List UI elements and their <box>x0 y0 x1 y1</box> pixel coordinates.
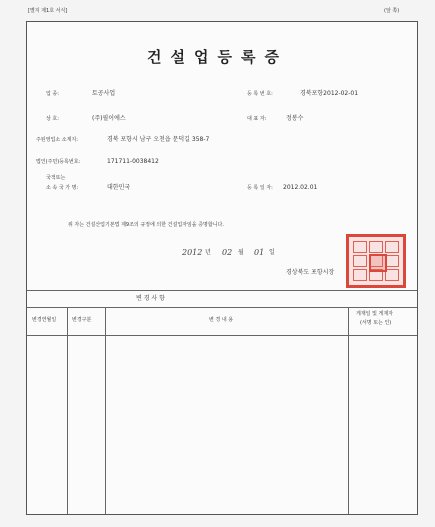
changes-heading: 변 경 사 항 <box>136 295 165 302</box>
address-label: 주된영업소 소재지: <box>36 137 78 143</box>
representative-label: 대 표 자: <box>247 116 267 122</box>
business-type-value: 토공사업 <box>92 90 116 97</box>
changes-heading-divider <box>27 307 417 308</box>
changes-header-divider <box>27 335 417 336</box>
representative-value: 정봉수 <box>286 115 304 122</box>
certification-text: 위 자는 건설산업기본법 제9조의 규정에 의한 건설업자임을 증명합니다. <box>68 222 224 228</box>
reg-date-value: 2012.02.01 <box>283 184 318 191</box>
issue-month: 02 <box>222 248 233 257</box>
corp-reg-label: 법인(주민)등록번호: <box>36 159 81 165</box>
nationality-value: 대한민국 <box>107 184 131 191</box>
reg-number-label: 등 록 번 호: <box>247 91 273 97</box>
changes-col-divider-1 <box>67 307 68 514</box>
page-side-label: (앞 쪽) <box>384 8 400 14</box>
changes-col-divider-3 <box>348 307 349 514</box>
document-title: 건설업등록증 <box>147 48 288 66</box>
trade-name-label: 상 호: <box>46 116 59 122</box>
nationality-label-line1: 국적또는 <box>46 175 66 181</box>
col-change-content: 변 경 내 용 <box>209 317 234 323</box>
issue-year: 2012 <box>182 248 203 257</box>
reg-number-value: 경북포항2012-02-01 <box>300 90 359 97</box>
issue-year-unit: 년 <box>205 249 211 256</box>
issuer-name: 경상북도 포항시장 <box>286 269 335 276</box>
issue-month-unit: 월 <box>238 249 244 256</box>
official-seal <box>346 234 406 288</box>
col-change-date: 변경연월일 <box>32 317 57 323</box>
issue-day: 01 <box>254 248 265 257</box>
nationality-label-line2: 소 속 국 가 명: <box>46 185 79 191</box>
business-type-label: 업 종: <box>46 91 59 97</box>
corp-reg-value: 171711-0038412 <box>107 158 159 165</box>
address-value: 경북 포항시 남구 오천읍 문덕길 358-7 <box>107 136 210 143</box>
col-confirm-line2: (서명 또는 인) <box>360 320 392 326</box>
col-confirm-line1: 게재일 및 게재자 <box>356 311 393 317</box>
col-change-type: 변경구분 <box>72 317 92 323</box>
trade-name-value: (주)필이에스 <box>92 115 126 122</box>
changes-table-top-border <box>27 290 417 291</box>
reg-date-label: 등 록 일 자: <box>247 185 273 191</box>
changes-col-divider-2 <box>105 307 106 514</box>
issue-day-unit: 일 <box>269 249 275 256</box>
form-number: [별지 제1호 서식] <box>28 8 68 14</box>
